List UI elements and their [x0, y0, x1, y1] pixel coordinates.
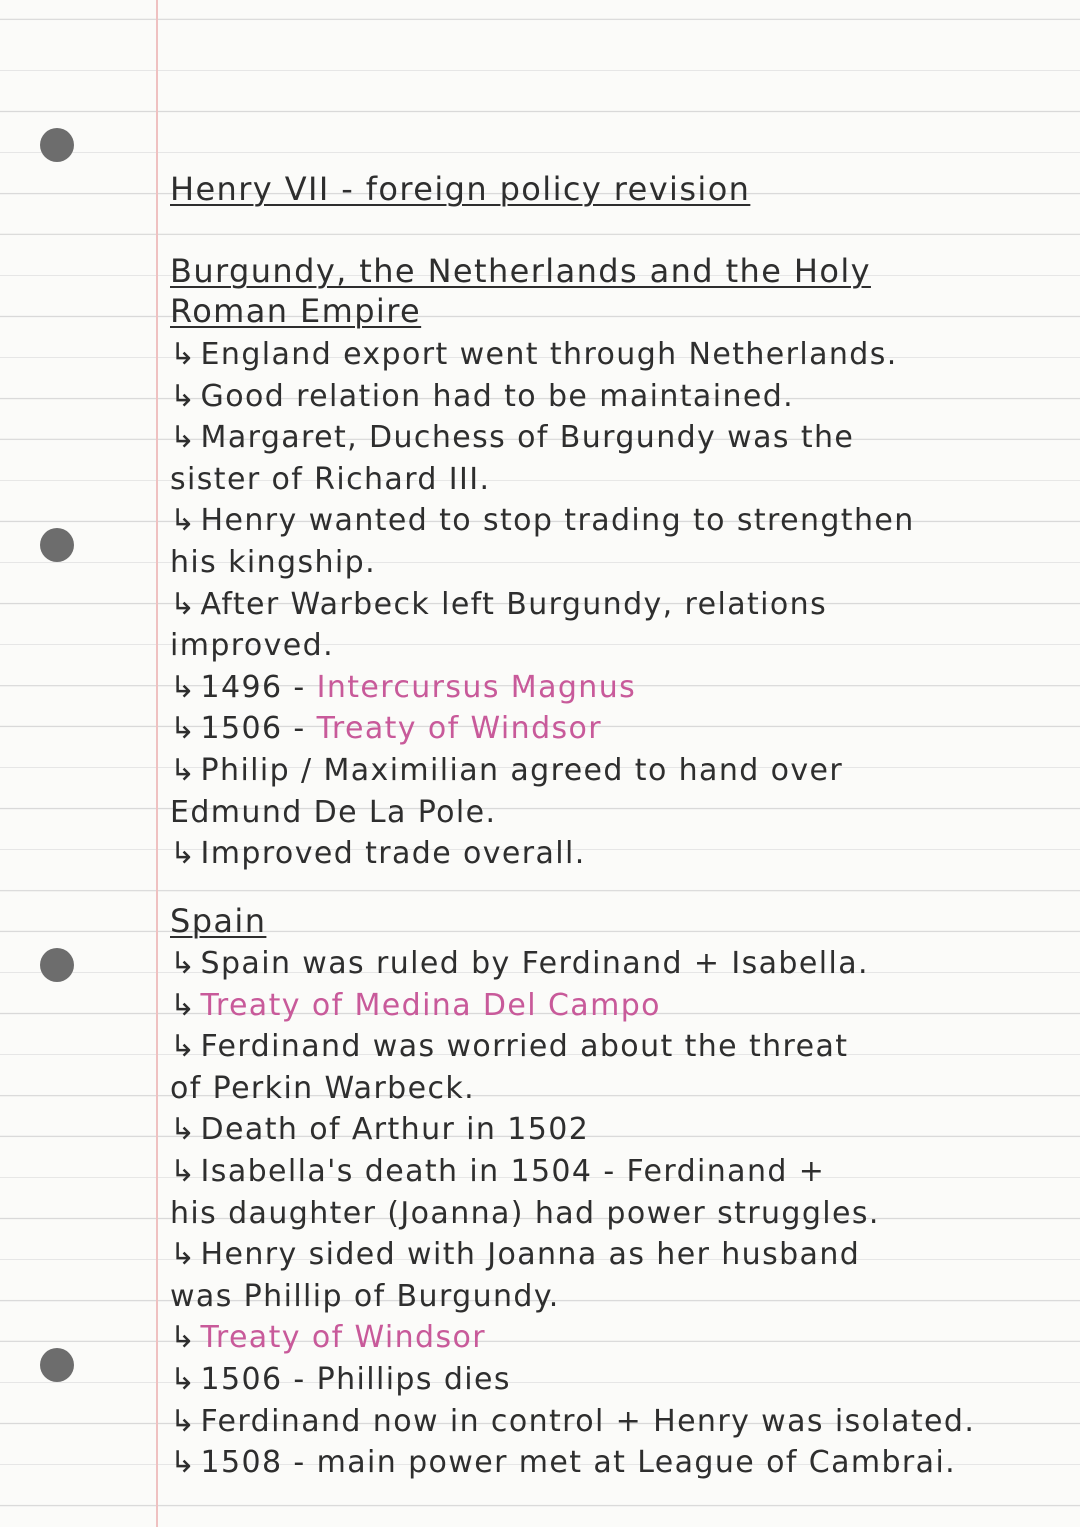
bullet-arrow-icon: ↳ — [170, 711, 197, 747]
note-text: Henry wanted to stop trading to strengthen — [200, 503, 915, 539]
note-line — [170, 795, 496, 830]
note-text: Henry sided with Joanna as her husband — [200, 1237, 861, 1273]
section-heading-burgundy-line-1: Burgundy, the Netherlands and the Holy — [170, 252, 871, 290]
note-text: 1506 - — [200, 711, 317, 747]
note-text: Good relation had to be maintained. — [200, 378, 795, 414]
note-text: Edmund De La Pole. — [170, 794, 497, 830]
section-heading-spain: Spain — [170, 902, 267, 940]
note-line — [170, 1071, 475, 1106]
note-text: Philip / Maximilian agreed to hand over — [200, 753, 844, 788]
note-line — [170, 545, 376, 580]
bullet-arrow-icon: ↳ — [170, 1029, 197, 1065]
bullet-arrow-icon: ↳ — [170, 1112, 197, 1148]
note-line — [170, 587, 827, 622]
bullet-arrow-icon: ↳ — [170, 987, 197, 1023]
bullet-arrow-icon: ↳ — [170, 1403, 197, 1439]
note-text: England export went through Netherlands. — [200, 337, 898, 372]
bullet-arrow-icon: ↳ — [170, 503, 197, 539]
bullet-arrow-icon: ↳ — [170, 337, 197, 372]
note-line — [170, 503, 915, 538]
note-text: 1506 - Phillips dies — [200, 1362, 511, 1397]
highlighted-term: Treaty of Windsor — [316, 711, 603, 747]
note-line — [170, 1320, 486, 1355]
punch-hole — [40, 528, 74, 562]
note-line — [170, 1445, 956, 1480]
page-title: Henry VII - foreign policy revision — [170, 170, 751, 208]
bullet-arrow-icon: ↳ — [170, 1445, 197, 1481]
note-text: Death of Arthur in 1502 — [200, 1112, 590, 1148]
note-text: Improved trade overall. — [200, 836, 586, 872]
note-line — [170, 379, 794, 414]
note-line — [170, 946, 869, 981]
note-text: his kingship. — [170, 545, 377, 580]
bullet-arrow-icon: ↳ — [170, 753, 197, 788]
note-text: Ferdinand now in control + Henry was isolated. — [200, 1403, 976, 1439]
bullet-arrow-icon: ↳ — [170, 1154, 197, 1189]
bullet-arrow-icon: ↳ — [170, 420, 197, 456]
note-line — [170, 1362, 511, 1397]
note-text: 1508 - main power met at League of Cambrai. — [200, 1445, 957, 1481]
note-text: was Phillip of Burgundy. — [170, 1278, 560, 1314]
note-text: Isabella's death in 1504 - Ferdinand + — [200, 1154, 826, 1189]
highlighted-term: Treaty of Windsor — [200, 1320, 486, 1356]
margin-line — [156, 0, 158, 1527]
note-line — [170, 670, 636, 705]
note-line — [170, 988, 661, 1023]
note-line — [170, 711, 602, 746]
note-text: Margaret, Duchess of Burgundy was the — [200, 420, 855, 456]
note-text: After Warbeck left Burgundy, relations — [200, 586, 828, 622]
note-line — [170, 1404, 975, 1439]
punch-hole — [40, 948, 74, 982]
note-text: his daughter (Joanna) had power struggles. — [170, 1195, 880, 1231]
section-heading-burgundy-line-2: Roman Empire — [170, 292, 422, 330]
bullet-arrow-icon: ↳ — [170, 836, 197, 872]
note-text: Spain was ruled by Ferdinand + Isabella. — [200, 946, 869, 981]
highlighted-term: Intercursus Magnus — [316, 669, 637, 705]
note-text: of Perkin Warbeck. — [170, 1070, 476, 1106]
note-line — [170, 1279, 560, 1314]
note-line — [170, 1112, 589, 1147]
note-line — [170, 420, 854, 455]
bullet-arrow-icon: ↳ — [170, 1362, 197, 1397]
note-line — [170, 1029, 848, 1064]
note-line — [170, 753, 843, 788]
note-line — [170, 1237, 860, 1272]
note-text: Ferdinand was worried about the threat — [200, 1029, 849, 1065]
punch-hole — [40, 1348, 74, 1382]
bullet-arrow-icon: ↳ — [170, 946, 197, 981]
bullet-arrow-icon: ↳ — [170, 586, 197, 622]
note-line — [170, 462, 490, 497]
note-text: improved. — [170, 628, 335, 664]
note-line — [170, 1196, 880, 1231]
punch-hole — [40, 128, 74, 162]
note-line — [170, 836, 586, 871]
note-line — [170, 337, 898, 372]
highlighted-term: Treaty of Medina Del Campo — [200, 987, 661, 1023]
note-text: 1496 - — [200, 669, 317, 705]
bullet-arrow-icon: ↳ — [170, 1320, 197, 1356]
note-line — [170, 628, 334, 663]
note-text: sister of Richard III. — [170, 461, 491, 497]
bullet-arrow-icon: ↳ — [170, 669, 197, 705]
bullet-arrow-icon: ↳ — [170, 1237, 197, 1273]
bullet-arrow-icon: ↳ — [170, 378, 197, 414]
note-line — [170, 1154, 825, 1189]
